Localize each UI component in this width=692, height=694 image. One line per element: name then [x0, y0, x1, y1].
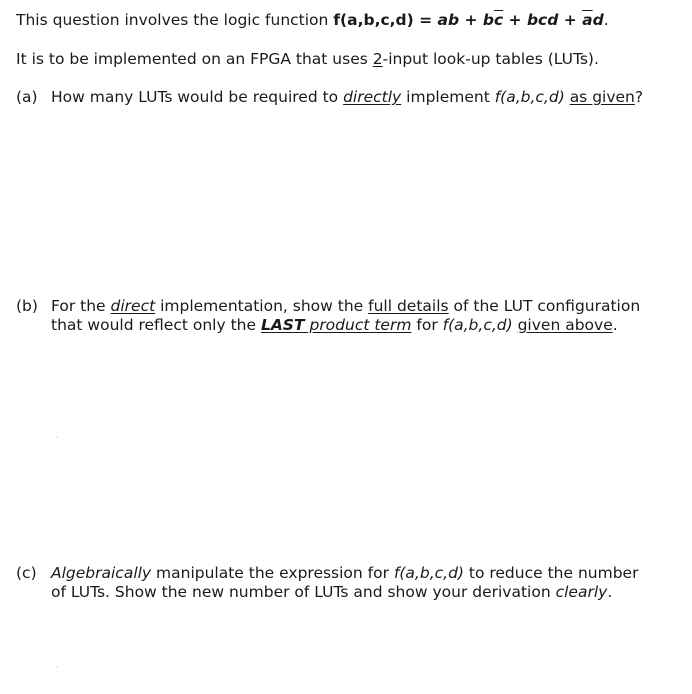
qc-function: f(a,b,c,d): [393, 564, 464, 582]
qb-last: LAST: [260, 316, 305, 334]
qb-line2-text1: that would reflect only the: [51, 316, 261, 334]
qc-clearly: clearly: [555, 583, 608, 601]
qb-function: f(a,b,c,d): [442, 316, 513, 334]
plus-3: +: [558, 11, 583, 29]
term-bcd: bcd: [526, 11, 559, 29]
question-c-line-2: [51, 583, 612, 602]
intro-line-2: [16, 49, 599, 69]
qa-directly: directly: [343, 88, 402, 106]
qc-period: .: [607, 583, 613, 601]
intro-period: .: [603, 11, 609, 29]
qb-full-details: full details: [368, 297, 449, 315]
question-c: [16, 564, 638, 583]
question-a: [16, 88, 643, 107]
question-c-label: (c): [16, 564, 37, 582]
qc-text1: manipulate the expression for: [151, 564, 394, 582]
term-d: d: [592, 11, 604, 29]
qa-as-given: as given: [569, 88, 635, 106]
scan-speck: [56, 436, 58, 438]
question-b: [16, 297, 640, 316]
qb-direct: direct: [110, 297, 156, 315]
qb-text3: of the LUT configuration: [448, 297, 641, 315]
intro-line-1: [16, 10, 609, 30]
lut-input-count: 2: [372, 50, 383, 68]
plus-2: +: [503, 11, 527, 29]
question-a-label: (a): [16, 88, 38, 106]
term-b: b: [482, 11, 494, 29]
qc-text2: to reduce the number: [463, 564, 639, 582]
term-a-bar: $\overline{a}$: [582, 11, 593, 29]
function-name: f(a,b,c,d): [333, 11, 414, 29]
qc-algebraically: Algebraically: [51, 564, 152, 582]
qa-qmark: ?: [634, 88, 644, 106]
qb-text1: For the: [51, 297, 111, 315]
question-b-line-2: [51, 316, 618, 335]
intro2-prefix: It is to be implemented on an FPGA that uses: [16, 50, 373, 68]
equals-sign: =: [413, 11, 438, 29]
qb-text4: for: [411, 316, 443, 334]
qb-period: .: [612, 316, 618, 334]
term-c-bar: $\overline{c}$: [493, 11, 504, 29]
qa-text2: implement: [401, 88, 495, 106]
qb-text2: implementation, show the: [155, 297, 369, 315]
question-b-label: (b): [16, 297, 38, 315]
qa-function: f(a,b,c,d): [494, 88, 565, 106]
qb-product-term: product term: [304, 316, 412, 334]
intro2-suffix: -input look-up tables (LUTs).: [382, 50, 599, 68]
term-ab: ab: [437, 11, 460, 29]
qc-line2-text: of LUTs. Show the new number of LUTs and show your derivation: [51, 583, 556, 601]
plus-1: +: [459, 11, 483, 29]
intro-prefix: This question involves the logic function: [16, 11, 334, 29]
qa-text1: How many LUTs would be required to: [51, 88, 344, 106]
qb-given-above: given above: [517, 316, 613, 334]
scan-speck: [56, 666, 58, 668]
